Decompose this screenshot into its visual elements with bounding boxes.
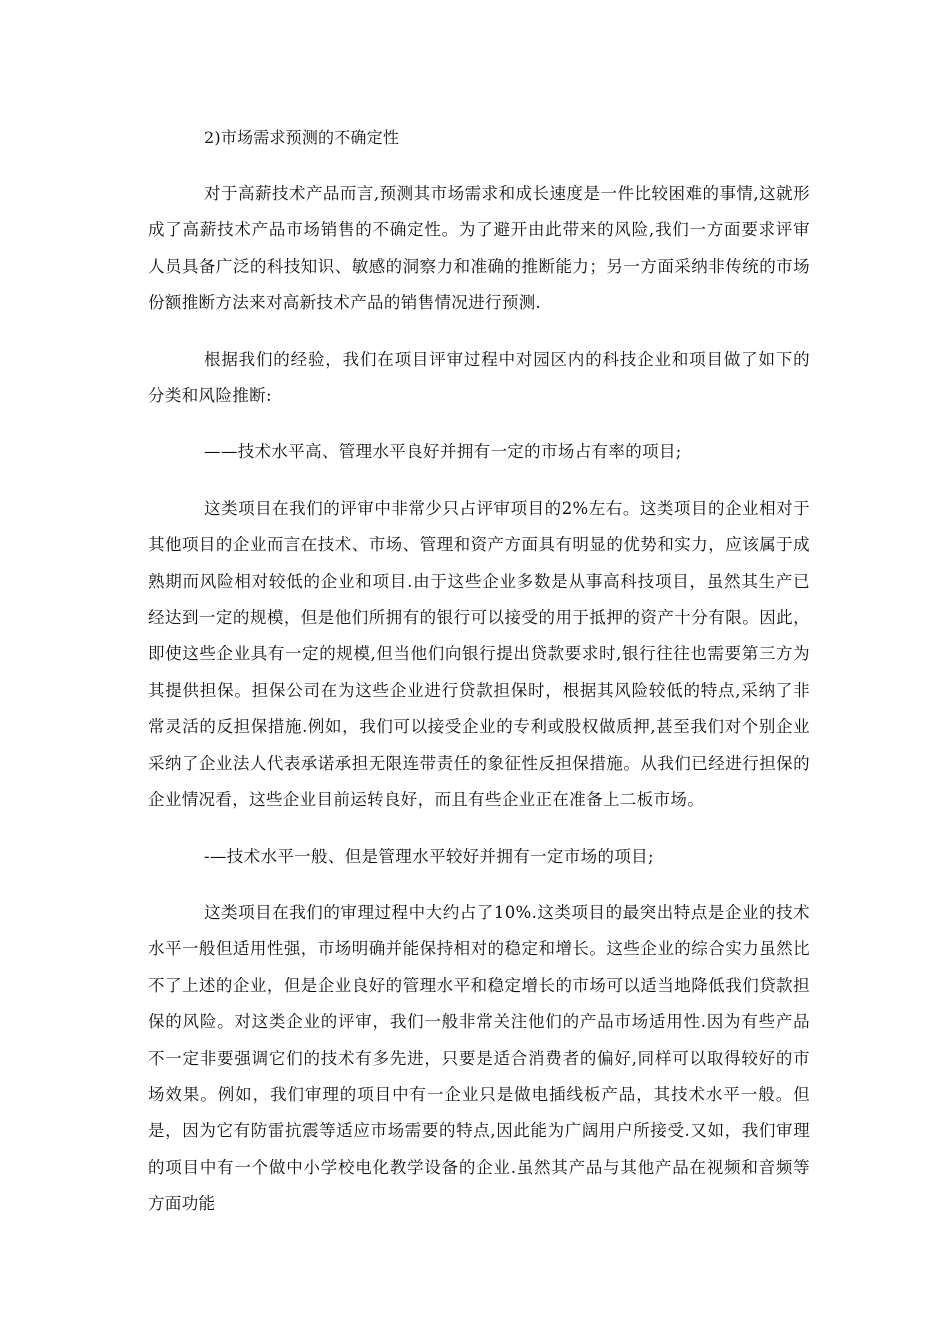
category-heading-high-tech: ——技术水平高、管理水平良好并拥有一定的市场占有率的项目; bbox=[204, 442, 682, 462]
paragraph-market-uncertainty: 对于高薪技术产品而言,预测其市场需求和成长速度是一件比较困难的事情,这就形成了高薪技术产品市场销售的不确定性。为了避开由此带来的风险,我们一方面要求评审人员具备广泛的科技知识、敏感的洞察力和准确的推断能力；另一方面采纳非传统的市场份额推断方法来对高新技术产品的销售情况进行预测. bbox=[148, 184, 810, 313]
paragraph-classification-intro: 根据我们的经验，我们在项目评审过程中对园区内的科技企业和项目做了如下的分类和风险推断: bbox=[148, 349, 810, 406]
document-body bbox=[148, 120, 810, 1243]
paragraph-high-tech-projects: 这类项目在我们的评审中非常少只占评审项目的2%左右。这类项目的企业相对于其他项目的企业而言在技术、市场、管理和资产方面具有明显的优势和实力，应该属于成熟期而风险相对较低的企业和项目.由于这些企业多数是从事高科技项目，虽然其生产已经达到一定的规模，但是他们所拥有的银行可以接受的用于抵押的资产十分有限。因此，即使这些企业具有一定的规模,但当他们向银行提出贷款要求时,银行往往也需要第三方为其提供担保。担保公司在为这些企业进行贷款担保时，根据其风险较低的特点,采纳了非常灵活的反担保措施.例如，我们可以接受企业的专利或股权做质押,甚至我们对个别企业采纳了企业法人代表承诺承担无限连带责任的象征性反担保措施。从我们已经进行担保的企业情况看，这些企业目前运转良好，而且有些企业正在准备上二板市场。 bbox=[148, 498, 810, 810]
section-heading: 2)市场需求预测的不确定性 bbox=[204, 128, 400, 147]
paragraph-average-tech-projects: 这类项目在我们的审理过程中大约占了10%.这类项目的最突出特点是企业的技术水平一般但适用性强，市场明确并能保持相对的稳定和增长。这些企业的综合实力虽然比不了上述的企业，但是企业良好的管理水平和稳定增长的市场可以适当地降低我们贷款担保的风险。对这类企业的评审，我们一般非常关注他们的产品市场适用性.因为有些产品不一定非要强调它们的技术有多先进，只要是适合消费者的偏好,同样可以取得较好的市场效果。例如，我们审理的项目中有一企业只是做电插线板产品，其技术水平一般。但是，因为它有防雷抗震等适应市场需要的特点,因此能为广阔用户所接受.又如，我们审理的项目中有一个做中小学校电化教学设备的企业.虽然其产品与其他产品在视频和音频等方面功能 bbox=[148, 902, 810, 1214]
category-heading-average-tech: -—技术水平一般、但是管理水平较好并拥有一定市场的项目; bbox=[204, 846, 654, 866]
